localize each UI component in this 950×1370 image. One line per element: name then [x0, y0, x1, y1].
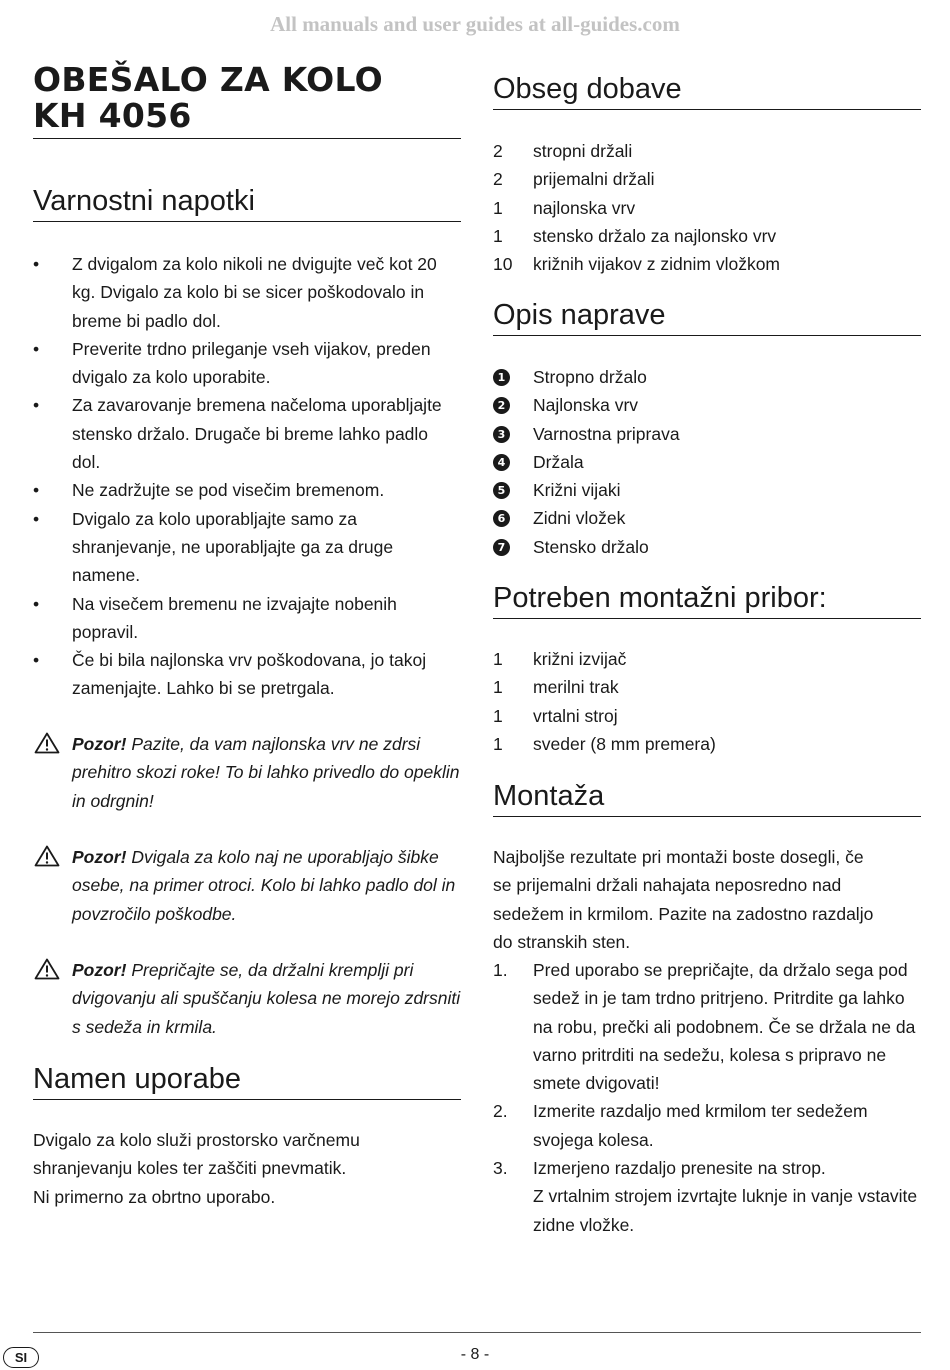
item-qty: 1 [493, 733, 503, 754]
item-qty: 1 [493, 677, 503, 698]
list-item [493, 673, 921, 701]
part-number-badge: 1 [493, 369, 510, 386]
item-qty: 2 [493, 141, 503, 161]
tools-heading: Potreben montažni pribor: [493, 579, 921, 619]
step-text: Z vrtalnim strojem izvrtajte luknje in vanje vstavite zidne vložke. [533, 1186, 918, 1235]
warning-text: Pazite, da vam najlonska vrv ne zdrsi prehitro skozi roke! To bi lahko privedlo do opeklin in odrgnin! [72, 734, 460, 811]
text-line: shranjevanju koles ter zaščiti pnevmatik. [33, 1158, 347, 1179]
item-text: Najlonska vrv [533, 395, 639, 416]
part-number-badge: 3 [493, 426, 510, 443]
item-text: vrtalni stroj [533, 705, 618, 726]
warning-triangle-icon [34, 845, 60, 867]
list-item [493, 730, 921, 758]
item-text: Stropno držalo [533, 367, 647, 387]
item-text: sveder (8 mm premera) [533, 733, 716, 754]
list-item [493, 194, 921, 222]
warning-label: Pozor! [72, 847, 127, 867]
part-number-badge: 6 [493, 510, 510, 527]
text-line: Dvigalo za kolo služi prostorsko varčnemu [33, 1130, 360, 1150]
warning-triangle-icon [34, 732, 60, 754]
item-text: stropni držali [533, 141, 633, 161]
list-item [493, 137, 921, 165]
list-item [493, 391, 921, 419]
list-item [493, 504, 921, 532]
assembly-intro [493, 843, 921, 956]
warning-text: Dvigala za kolo naj ne uporabljajo šibke osebe, na primer otroci. Kolo bi lahko padlo dol in povzročilo poškodbe. [72, 847, 456, 924]
item-text: najlonska vrv [533, 197, 636, 218]
text-line: sedežem in krmilom. Pazite na zadostno razdaljo [493, 903, 874, 924]
text-line: Najboljše rezultate pri montaži boste dosegli, če [493, 847, 864, 867]
item-qty: 2 [493, 169, 503, 190]
list-item [493, 363, 921, 391]
item-text: merilni trak [533, 677, 619, 698]
text-line: Ni primerno za obrtno uporabo. [33, 1186, 276, 1207]
part-number-badge: 5 [493, 482, 510, 499]
intended-use-text [33, 1126, 461, 1211]
item-text: Držala [533, 451, 584, 472]
list-item [493, 222, 921, 250]
delivery-heading: Obseg dobave [493, 70, 921, 110]
list-item: • Z dvigalom za kolo nikoli ne dvigujte več kot 20 kg. Dvigalo za kolo bi se sicer poškodovalo in breme bi padlo dol. [33, 250, 461, 335]
list-item: • Če bi bila najlonska vrv poškodovana, jo takoj zamenjajte. Lahko bi se pretrgala. [33, 646, 461, 703]
title-line-1: OBEŠALO ZA KOLO [33, 60, 383, 99]
part-number-badge: 2 [493, 397, 510, 414]
item-qty: 1 [493, 705, 503, 726]
language-badge: SI [3, 1347, 39, 1368]
list-item: • Dvigalo za kolo uporabljajte samo za shranjevanje, ne uporabljajte ga za druge namene. [33, 505, 461, 590]
part-number-badge: 7 [493, 539, 510, 556]
warning-note [33, 843, 461, 928]
text-line: se prijemalni držali nahajata neposredno nad [493, 875, 842, 896]
parts-list [493, 363, 921, 561]
list-item [493, 702, 921, 730]
watermark: All manuals and user guides at all-guides.com [270, 12, 680, 36]
item-qty: 10 [493, 254, 513, 275]
page-number: - 8 - [460, 1346, 490, 1363]
list-item: • Na visečem bremenu ne izvajajte nobenih popravil. [33, 590, 461, 647]
warning-text: Prepričajte se, da držalni kremplji pri dvigovanju ali spuščanju kolesa ne morejo zdrsniti s sedeža in krmila. [72, 960, 461, 1037]
list-item [493, 165, 921, 193]
safety-list [33, 250, 461, 703]
list-item: • Ne zadržujte se pod visečim bremenom. [33, 476, 461, 504]
item-qty: 1 [493, 649, 503, 669]
item-text: Zidni vložek [533, 508, 626, 529]
step-number: 1. [493, 960, 508, 980]
list-item [493, 1097, 921, 1154]
list-item [493, 448, 921, 476]
item-text: križnih vijakov z zidnim vložkom [533, 254, 781, 275]
item-text: stensko držalo za najlonsko vrv [533, 225, 777, 246]
step-text: Izmerjeno razdaljo prenesite na strop. [533, 1158, 826, 1179]
warning-note [33, 730, 461, 815]
step-number: 2. [493, 1101, 508, 1122]
description-heading: Opis naprave [493, 296, 921, 336]
warning-triangle-icon [34, 958, 60, 980]
step-number: 3. [493, 1158, 508, 1179]
item-text: Varnostna priprava [533, 423, 680, 444]
text-line: do stranskih sten. [493, 931, 631, 952]
item-text: prijemalni držali [533, 169, 655, 190]
tools-list [493, 645, 921, 758]
assembly-steps [493, 956, 921, 1239]
part-number-badge: 4 [493, 454, 510, 471]
assembly-heading: Montaža [493, 777, 921, 817]
list-item [493, 476, 921, 504]
list-item [493, 1154, 921, 1239]
item-qty: 1 [493, 225, 503, 246]
intended-use-heading: Namen uporabe [33, 1060, 461, 1100]
warning-label: Pozor! [72, 734, 127, 754]
page-title [33, 62, 461, 139]
item-text: Stensko držalo [533, 536, 649, 557]
list-item [493, 250, 921, 278]
list-item: • Preverite trdno prileganje vseh vijakov, preden dvigalo za kolo uporabite. [33, 335, 461, 392]
list-item [493, 533, 921, 561]
footer-divider [33, 1332, 921, 1333]
warning-note [33, 956, 461, 1041]
item-text: Križni vijaki [533, 480, 621, 501]
delivery-list [493, 137, 921, 278]
list-item [493, 645, 921, 673]
list-item [493, 956, 921, 1097]
item-qty: 1 [493, 197, 503, 218]
safety-heading: Varnostni napotki [33, 182, 461, 222]
item-text: križni izvijač [533, 649, 627, 669]
step-text: Izmerite razdaljo med krmilom ter sedežem svojega kolesa. [533, 1101, 868, 1150]
list-item: • Za zavarovanje bremena načeloma uporabljajte stensko držalo. Drugače bi breme lahko padlo dol. [33, 391, 461, 476]
warning-label: Pozor! [72, 960, 127, 980]
step-text: Pred uporabo se prepričajte, da držalo sega pod sedež in je tam trdno pritrjeno. Pritrdite ga lahko na robu, prečki ali podobnem. Če se držala ne da varno pritrditi na sedežu, kolesa s pripravo ne smete dvigovati! [533, 960, 916, 1094]
list-item [493, 420, 921, 448]
title-line-2: KH 4056 [33, 96, 192, 135]
